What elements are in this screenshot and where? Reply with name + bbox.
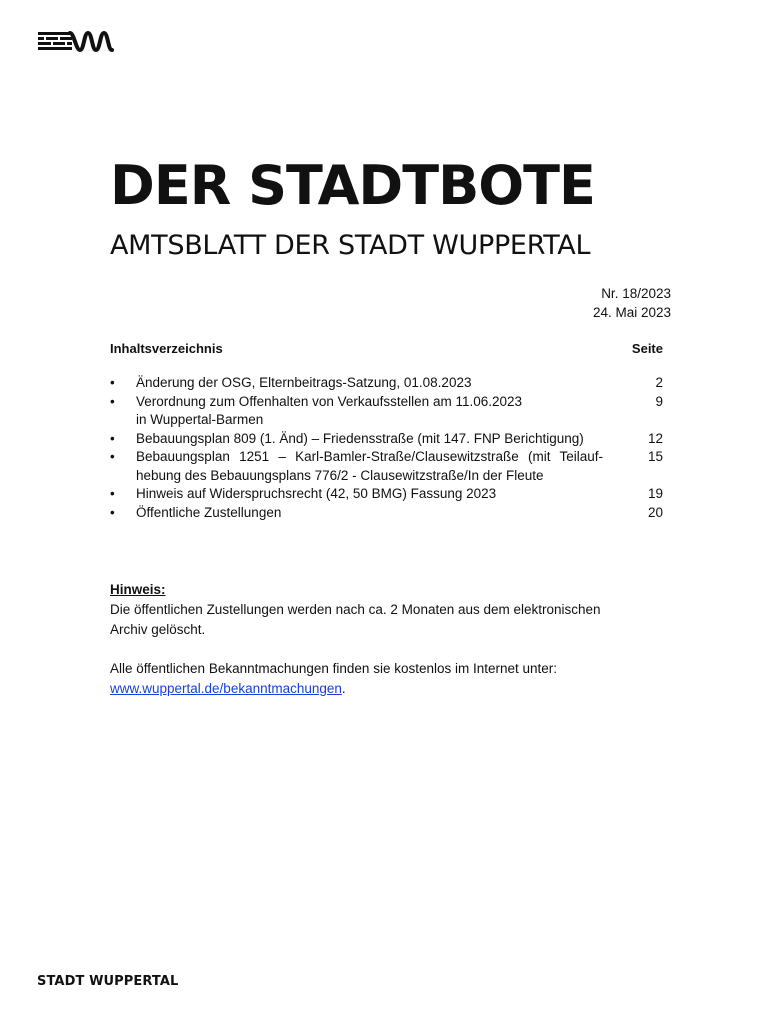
toc-item[interactable] — [110, 430, 663, 449]
toc-header — [110, 340, 663, 358]
page-subtitle: AMTSBLATT DER STADT WUPPERTAL — [110, 230, 591, 261]
notice-heading: Hinweis: — [110, 582, 166, 597]
toc-item-text — [136, 393, 603, 430]
issue-number: Nr. 18/2023 — [601, 286, 671, 301]
toc-item-page: 9 — [655, 393, 663, 409]
footer-label: STADT WUPPERTAL — [37, 974, 179, 989]
toc-item-text: Hinweis auf Widerspruchsrecht (42, 50 BMG) Fassung 2023 — [136, 486, 497, 501]
toc-item-page: 20 — [647, 504, 663, 520]
page-title: DER STADTBOTE — [110, 154, 595, 217]
toc-page-heading: Seite — [631, 341, 663, 356]
toc-item-page: 12 — [647, 430, 663, 446]
bullet-icon: • — [110, 393, 115, 409]
toc-item-text — [136, 448, 603, 485]
toc-item[interactable] — [110, 504, 663, 523]
toc-item-page: 15 — [647, 449, 663, 464]
toc-item-page: 19 — [647, 486, 663, 501]
notice-info-text: Alle öffentlichen Bekanntmachungen finden sie kostenlos im Internet unter: — [110, 661, 558, 676]
toc-item-text: Bebauungsplan 809 (1. Änd) – Friedensstraße (mit 147. FNP Berichtigung) — [136, 430, 584, 446]
toc-heading: Inhaltsverzeichnis — [110, 341, 223, 356]
notice-link-line — [110, 679, 650, 699]
link-suffix: . — [341, 681, 346, 696]
bullet-icon: • — [110, 449, 115, 464]
issue-date: 24. Mai 2023 — [592, 305, 671, 320]
table-of-contents — [110, 374, 663, 522]
toc-item-text-line: hebung des Bebauungsplans 776/2 - Clausewitzstraße/In der Fleute — [136, 467, 544, 483]
bullet-icon: • — [110, 486, 115, 501]
notice-spacer — [110, 640, 650, 659]
wuppertal-logo-icon — [38, 30, 114, 54]
toc-item[interactable] — [110, 485, 663, 504]
toc-item[interactable] — [110, 448, 663, 485]
issue-info — [593, 284, 671, 322]
bullet-icon: • — [110, 375, 115, 390]
bekanntmachungen-link[interactable]: www.wuppertal.de/bekanntmachungen — [110, 681, 342, 696]
toc-item-text-line: Bebauungsplan 1251 – Karl-Bamler-Straße/Clausewitzstraße (mit Teilauf- — [136, 449, 603, 464]
notice-text: Die öffentlichen Zustellungen werden nach ca. 2 Monaten aus dem elektronischen — [110, 602, 601, 617]
toc-item-text: Änderung der OSG, Elternbeitrags-Satzung, 01.08.2023 — [136, 375, 472, 390]
toc-item-text: Öffentliche Zustellungen — [136, 504, 282, 520]
notice-section — [110, 580, 650, 699]
bullet-icon: • — [110, 430, 115, 446]
notice-text: Archiv gelöscht. — [110, 622, 206, 637]
bullet-icon: • — [110, 504, 115, 520]
toc-item-page: 2 — [655, 375, 663, 390]
toc-item[interactable] — [110, 393, 663, 430]
toc-item-text-line: in Wuppertal-Barmen — [136, 412, 264, 427]
toc-item-text-line: Verordnung zum Offenhalten von Verkaufsstellen am 11.06.2023 — [136, 393, 523, 409]
toc-item[interactable] — [110, 374, 663, 393]
